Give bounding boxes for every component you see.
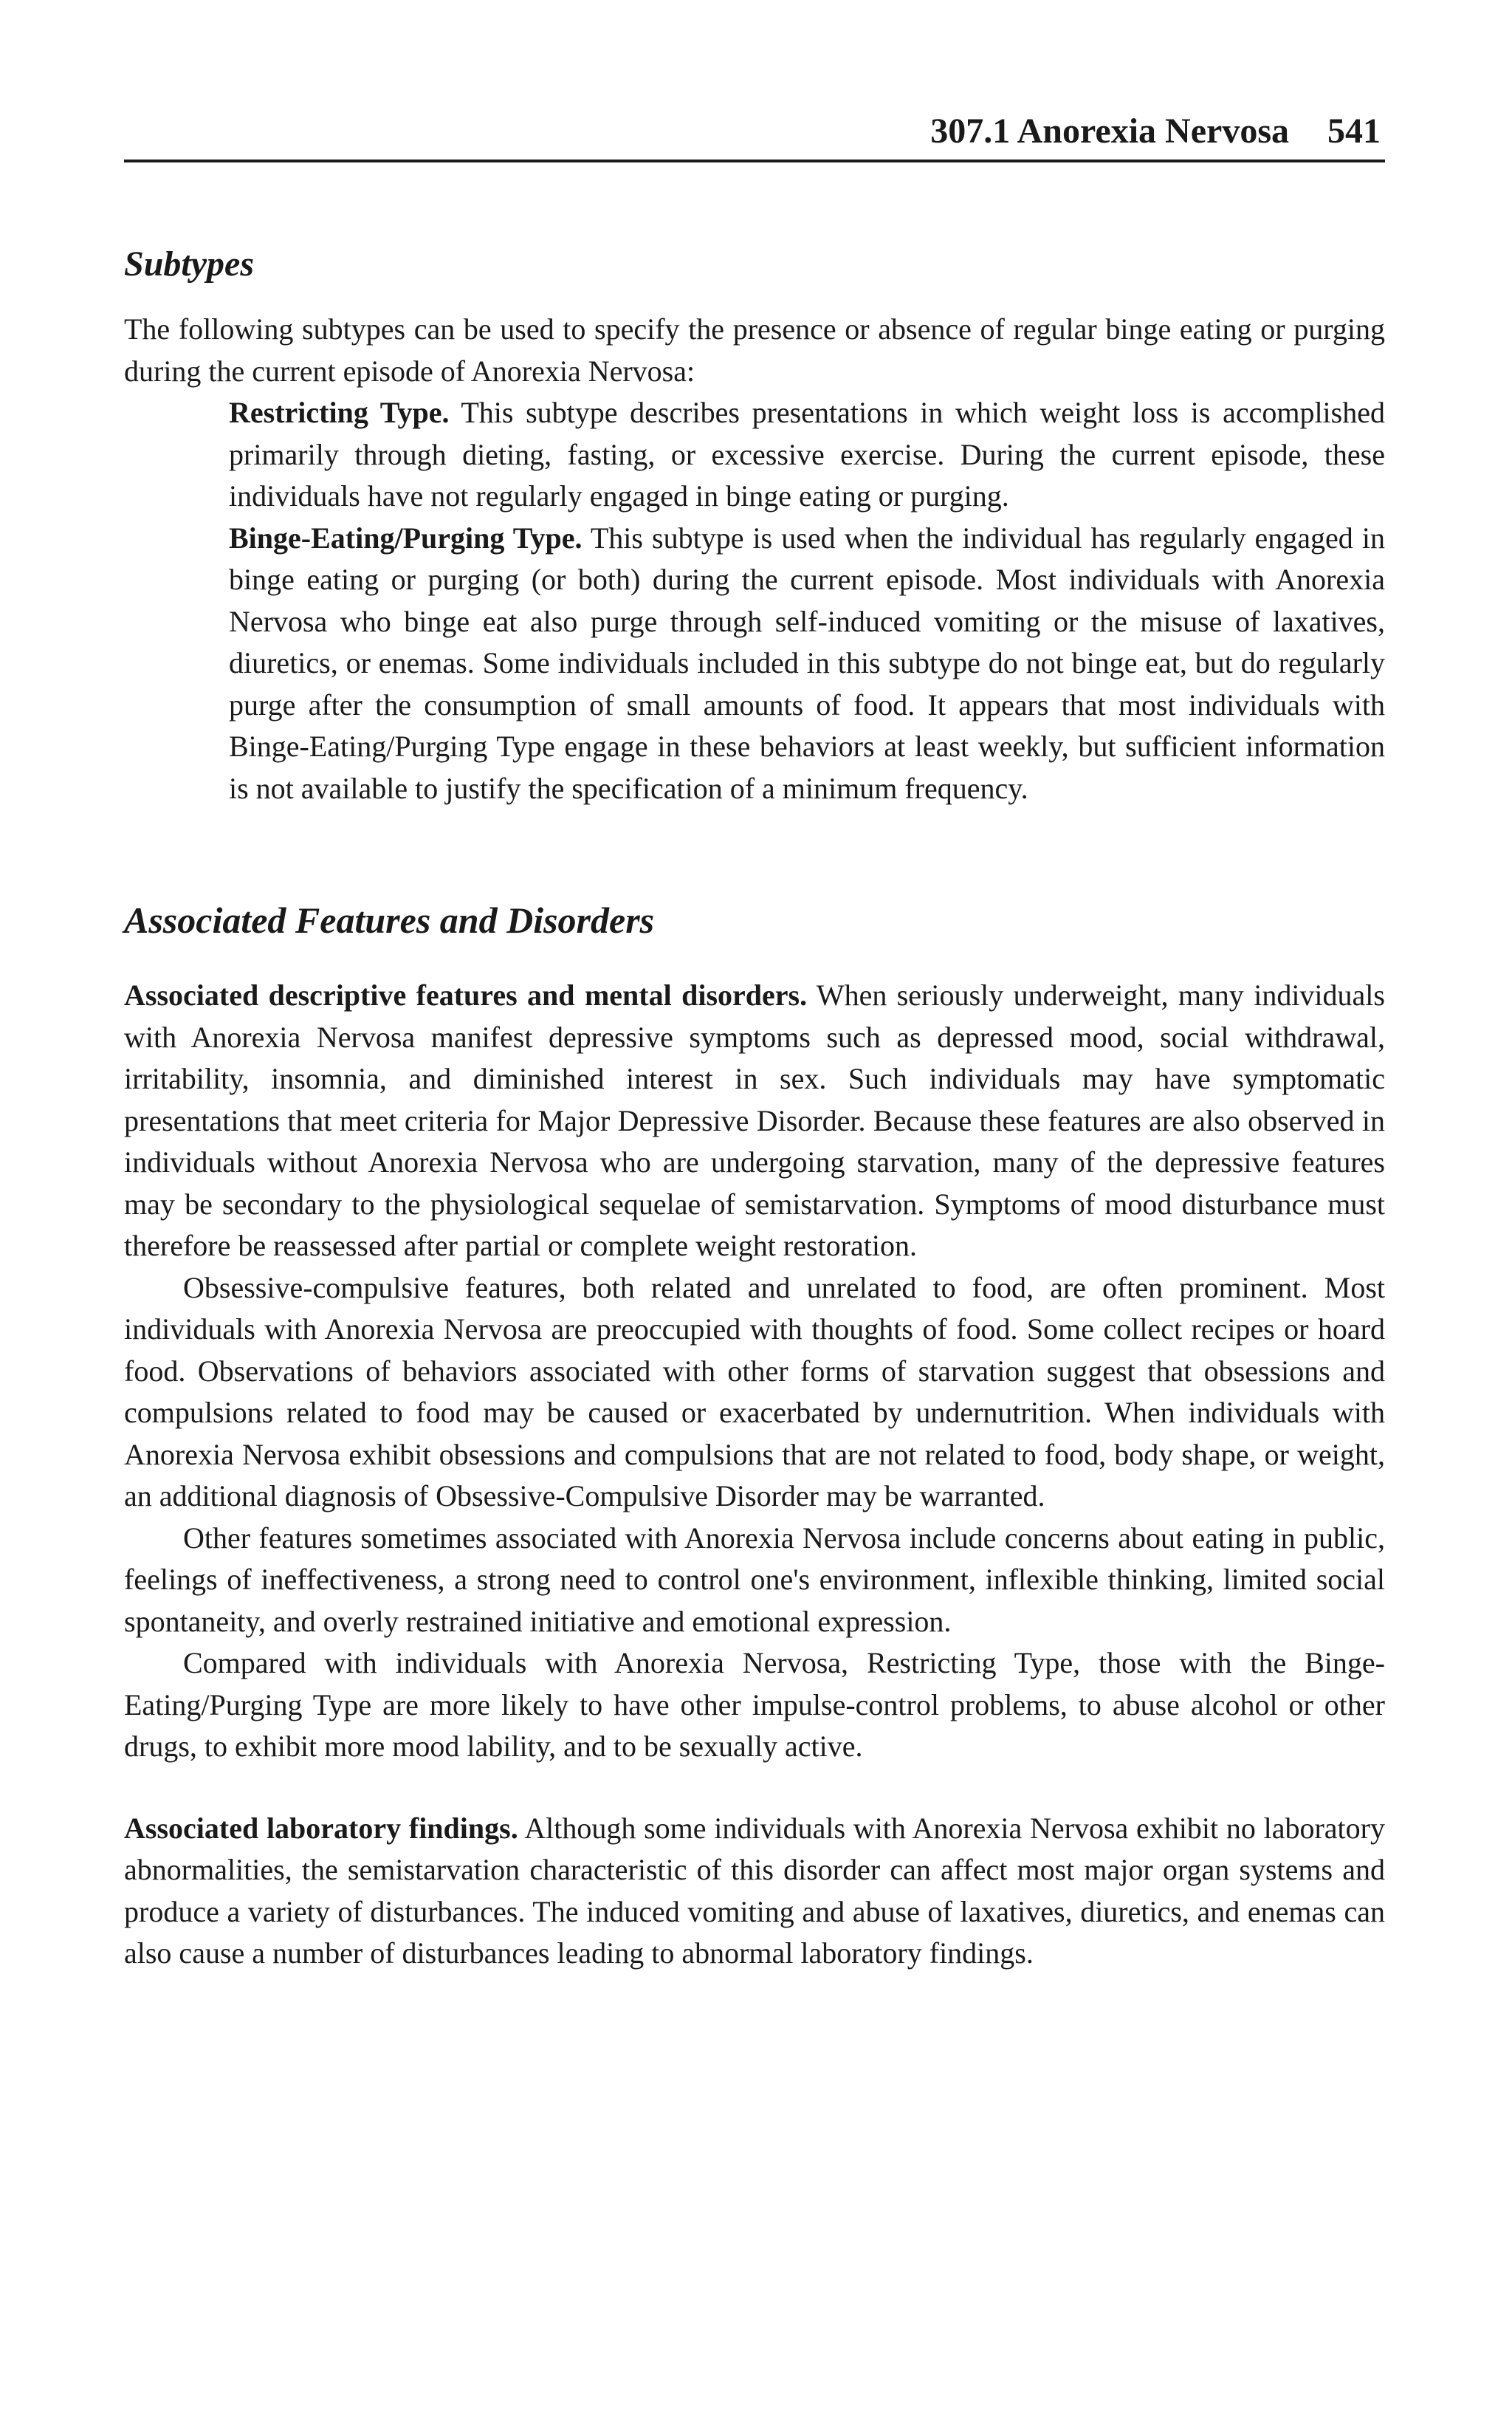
descriptive-features-paragraph — [124, 975, 1385, 1267]
laboratory-findings-label: Associated laboratory findings. — [124, 1811, 518, 1845]
descriptive-features-label: Associated descriptive features and mental disorders. — [124, 979, 808, 1012]
body-paragraph: Other features sometimes associated with Anorexia Nervosa include concerns about eating in public, feelings of ineffectiveness, a strong need to control one's environment, inflexible thinking, limited social spontaneity, and overly restrained initiative and emotional expression. — [124, 1521, 1385, 1638]
associated-features-heading: Associated Features and Disorders — [124, 899, 655, 941]
subtypes-heading: Subtypes — [124, 244, 255, 284]
descriptive-features-text: When seriously underweight, many individuals with Anorexia Nervosa manifest depressive symptoms such as depressed mood, social withdrawal, irritability, insomnia, and diminished interest in sex. Such individuals may have symptomatic presentations that meet criteria for Major Depressive Disorder. Because these features are also observed in individuals without Anorexia Nervosa who are undergoing starvation, many of the depressive features may be secondary to the physiological sequelae of semistarvation. Symptoms of mood disturbance must therefore be reassessed after partial or complete weight restoration. — [124, 979, 1385, 1262]
laboratory-findings-paragraph — [124, 1808, 1385, 1975]
associated-features-section — [124, 898, 1385, 1975]
subtype-restricting-label: Restricting Type. — [229, 396, 450, 429]
subtype-restricting-text: This subtype describes presentations in which weight loss is accomplished primarily through dieting, fasting, or excessive exercise. During the current episode, these individuals have not regularly engaged in binge eating or purging. — [229, 396, 1385, 513]
subtype-binge-purging-text: This subtype is used when the individual has regularly engaged in binge eating or purging (or both) during the current episode. Most individuals with Anorexia Nervosa who binge eat also purge through self-induced vomiting or the misuse of laxatives, diuretics, or enemas. Some individuals included in this subtype do not binge eat, but do regularly purge after the consumption of small amounts of food. It appears that most individuals with Binge-Eating/Purging Type engage in these behaviors at least weekly, but sufficient information is not available to justify the specification of a minimum frequency. — [229, 521, 1385, 805]
header-rule — [124, 160, 1385, 162]
body-paragraph: Compared with individuals with Anorexia Nervosa, Restricting Type, those with the Binge-Eating/Purging Type are more likely to have other impulse-control problems, to abuse alcohol or other drugs, to exhibit more mood lability, and to be sexually active. — [124, 1646, 1385, 1763]
subtypes-intro: The following subtypes can be used to specify the presence or absence of regular binge eating or purging during the current episode of Anorexia Nervosa: — [124, 312, 1385, 388]
subtypes-section — [124, 244, 1385, 809]
subtype-restricting — [229, 392, 1385, 518]
laboratory-findings-text: Although some individuals with Anorexia Nervosa exhibit no laboratory abnormalities, the semistarvation characteristic of this disorder can affect most major organ systems and produce a variety of disturbances. The induced vomiting and abuse of laxatives, diuretics, and enemas can also cause a number of disturbances leading to abnormal laboratory findings. — [124, 1811, 1385, 1970]
subtype-binge-purging-label: Binge-Eating/Purging Type. — [229, 521, 583, 555]
book-page — [124, 111, 1385, 1975]
running-head-section: 307.1 Anorexia Nervosa — [930, 112, 1289, 151]
running-head — [124, 111, 1385, 162]
page-number: 541 — [1327, 112, 1381, 151]
subtype-binge-purging — [229, 518, 1385, 810]
subtype-list — [229, 392, 1385, 809]
body-paragraph: Obsessive-compulsive features, both related and unrelated to food, are often prominent. Most individuals with Anorexia Nervosa are preoccupied with thoughts of food. Some collect recipes or hoard food. Observations of behaviors associated with other forms of starvation suggest that obsessions and compulsions related to food may be caused or exacerbated by undernutrition. When individuals with Anorexia Nervosa exhibit obsessions and compulsions that are not related to food, body shape, or weight, an additional diagnosis of Obsessive-Compulsive Disorder may be warranted. — [124, 1270, 1385, 1512]
